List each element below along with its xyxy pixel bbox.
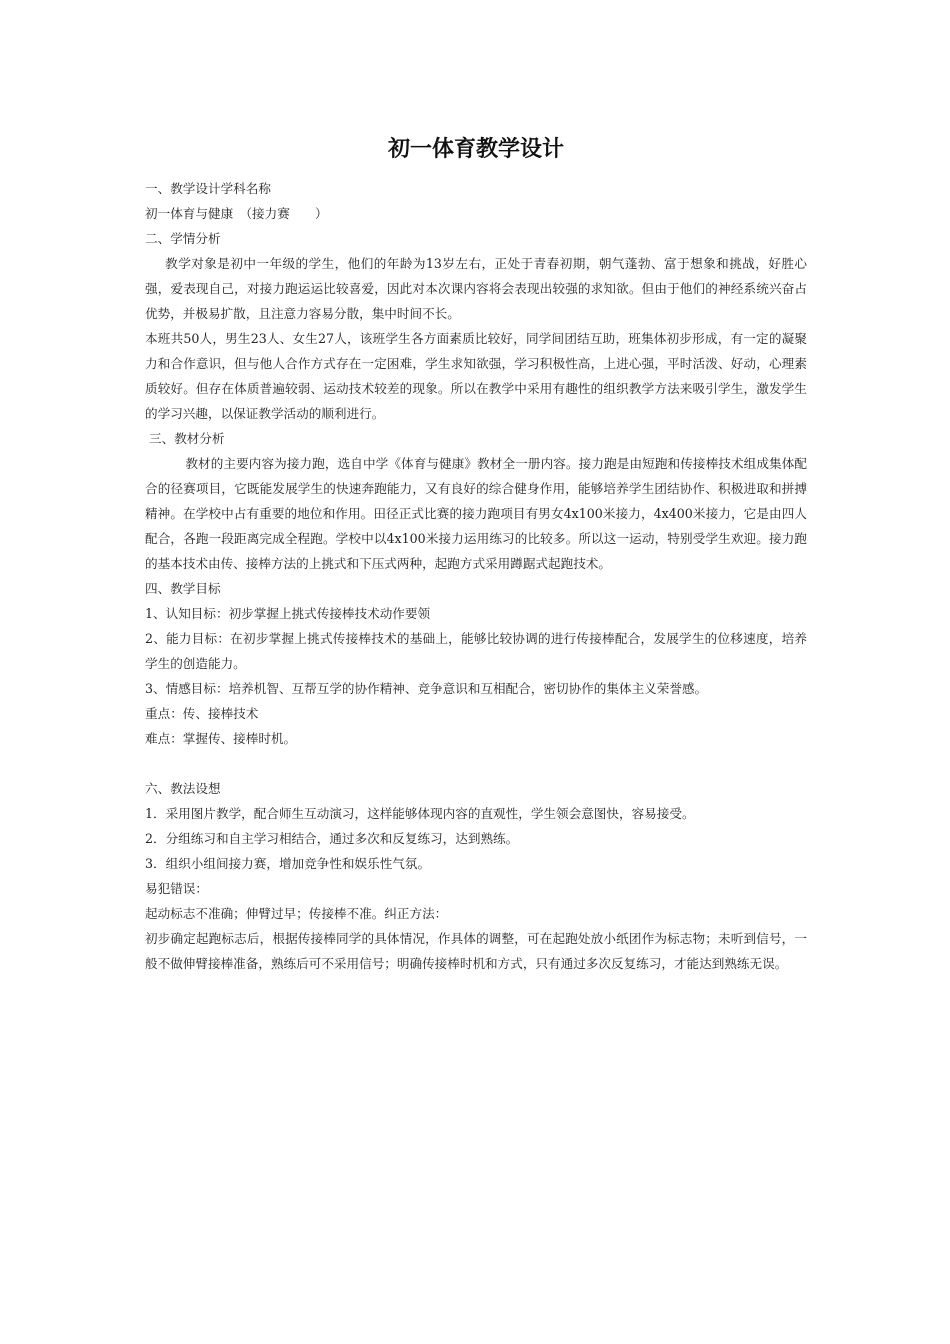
goal-emotional: 3、情感目标：培养机智、互帮互学的协作精神、竞争意识和互相配合，密切协作的集体主义荣誉感。 bbox=[145, 681, 708, 696]
goal-cognitive: 1、认知目标：初步掌握上挑式传接棒技术动作要领 bbox=[145, 606, 431, 621]
document-title: 初一体育教学设计 bbox=[387, 137, 564, 162]
correction-methods-paragraph: 初步确定起跑标志后，根据传接棒同学的具体情况，作具体的调整，可在起跑处放小纸团作为标志物；未听到信号，一般不做伸臂接棒准备，熟练后可不采用信号；明确传接棒时机和方式，只有通过多次反复练习，才能达到熟练无误。 bbox=[145, 931, 807, 971]
method-item-2: 2．分组练习和自主学习相结合，通过多次和反复练习，达到熟练。 bbox=[145, 831, 519, 846]
section-3-heading: 三、教材分析 bbox=[149, 431, 225, 446]
key-point: 重点：传、接棒技术 bbox=[145, 706, 259, 721]
student-analysis-paragraph-1: 教学对象是初中一年级的学生，他们的年龄为13岁左右，正处于青春初期，朝气蓬勃、富于想象和挑战，好胜心强，爱表现自己，对接力跑运运比较喜爱，因此对本次课内容将会表现出较强的求知欲。但由于他们的神经系统兴奋占优势，并极易扩散，且注意力容易分散，集中时间不长。 bbox=[145, 256, 807, 321]
student-analysis-paragraph-2: 本班共50人，男生23人、女生27人，该班学生各方面素质比较好，同学间团结互助，班集体初步形成，有一定的凝聚力和合作意识，但与他人合作方式存在一定困难，学生求知欲强，学习积极性高，上进心强，平时活泼、好动，心理素质较好。但存在体质普遍较弱、运动技术较差的现象。所以在教学中采用有趣性的组织教学方法来吸引学生，激发学生的学习兴趣，以保证教学活动的顺利进行。 bbox=[145, 331, 807, 421]
goal-ability: 2、能力目标：在初步掌握上挑式传接棒技术的基础上，能够比较协调的进行传接棒配合，发展学生的位移速度，培养学生的创造能力。 bbox=[145, 631, 807, 671]
section-4-heading: 四、教学目标 bbox=[145, 581, 221, 596]
difficult-point: 难点：掌握传、接棒时机。 bbox=[145, 731, 297, 746]
section-1-heading: 一、教学设计学科名称 bbox=[145, 181, 271, 196]
method-item-1: 1．采用图片教学，配合师生互动演习，这样能够体现内容的直观性，学生领会意图快，容易接受。 bbox=[145, 806, 695, 821]
blank-line bbox=[145, 751, 807, 776]
subject-name: 初一体育与健康 （接力赛 ） bbox=[145, 206, 328, 221]
common-errors-heading: 易犯错误： bbox=[145, 881, 208, 896]
common-errors-list: 起动标志不准确；伸臂过早；传接棒不准。纠正方法： bbox=[145, 906, 448, 921]
document-page bbox=[145, 133, 807, 976]
section-6-heading: 六、教法设想 bbox=[145, 781, 221, 796]
section-2-heading: 二、学情分析 bbox=[145, 231, 221, 246]
method-item-3: 3．组织小组间接力赛，增加竞争性和娱乐性气氛。 bbox=[145, 856, 431, 871]
material-analysis-paragraph: 教材的主要内容为接力跑，选自中学《体育与健康》教材全一册内容。接力跑是由短跑和传接棒技术组成集体配合的径赛项目，它既能发展学生的快速奔跑能力，又有良好的综合健身作用，能够培养学生团结协作、积极进取和拼搏精神。在学校中占有重要的地位和作用。田径正式比赛的接力跑项目有男女4x100米接力，4x400米接力，它是由四人配合，各跑一段距离完成全程跑。学校中以4x100米接力运用练习的比较多。所以这一运动，特别受学生欢迎。接力跑的基本技术由传、接棒方法的上挑式和下压式两种，起跑方式采用蹲踞式起跑技术。 bbox=[145, 456, 807, 571]
